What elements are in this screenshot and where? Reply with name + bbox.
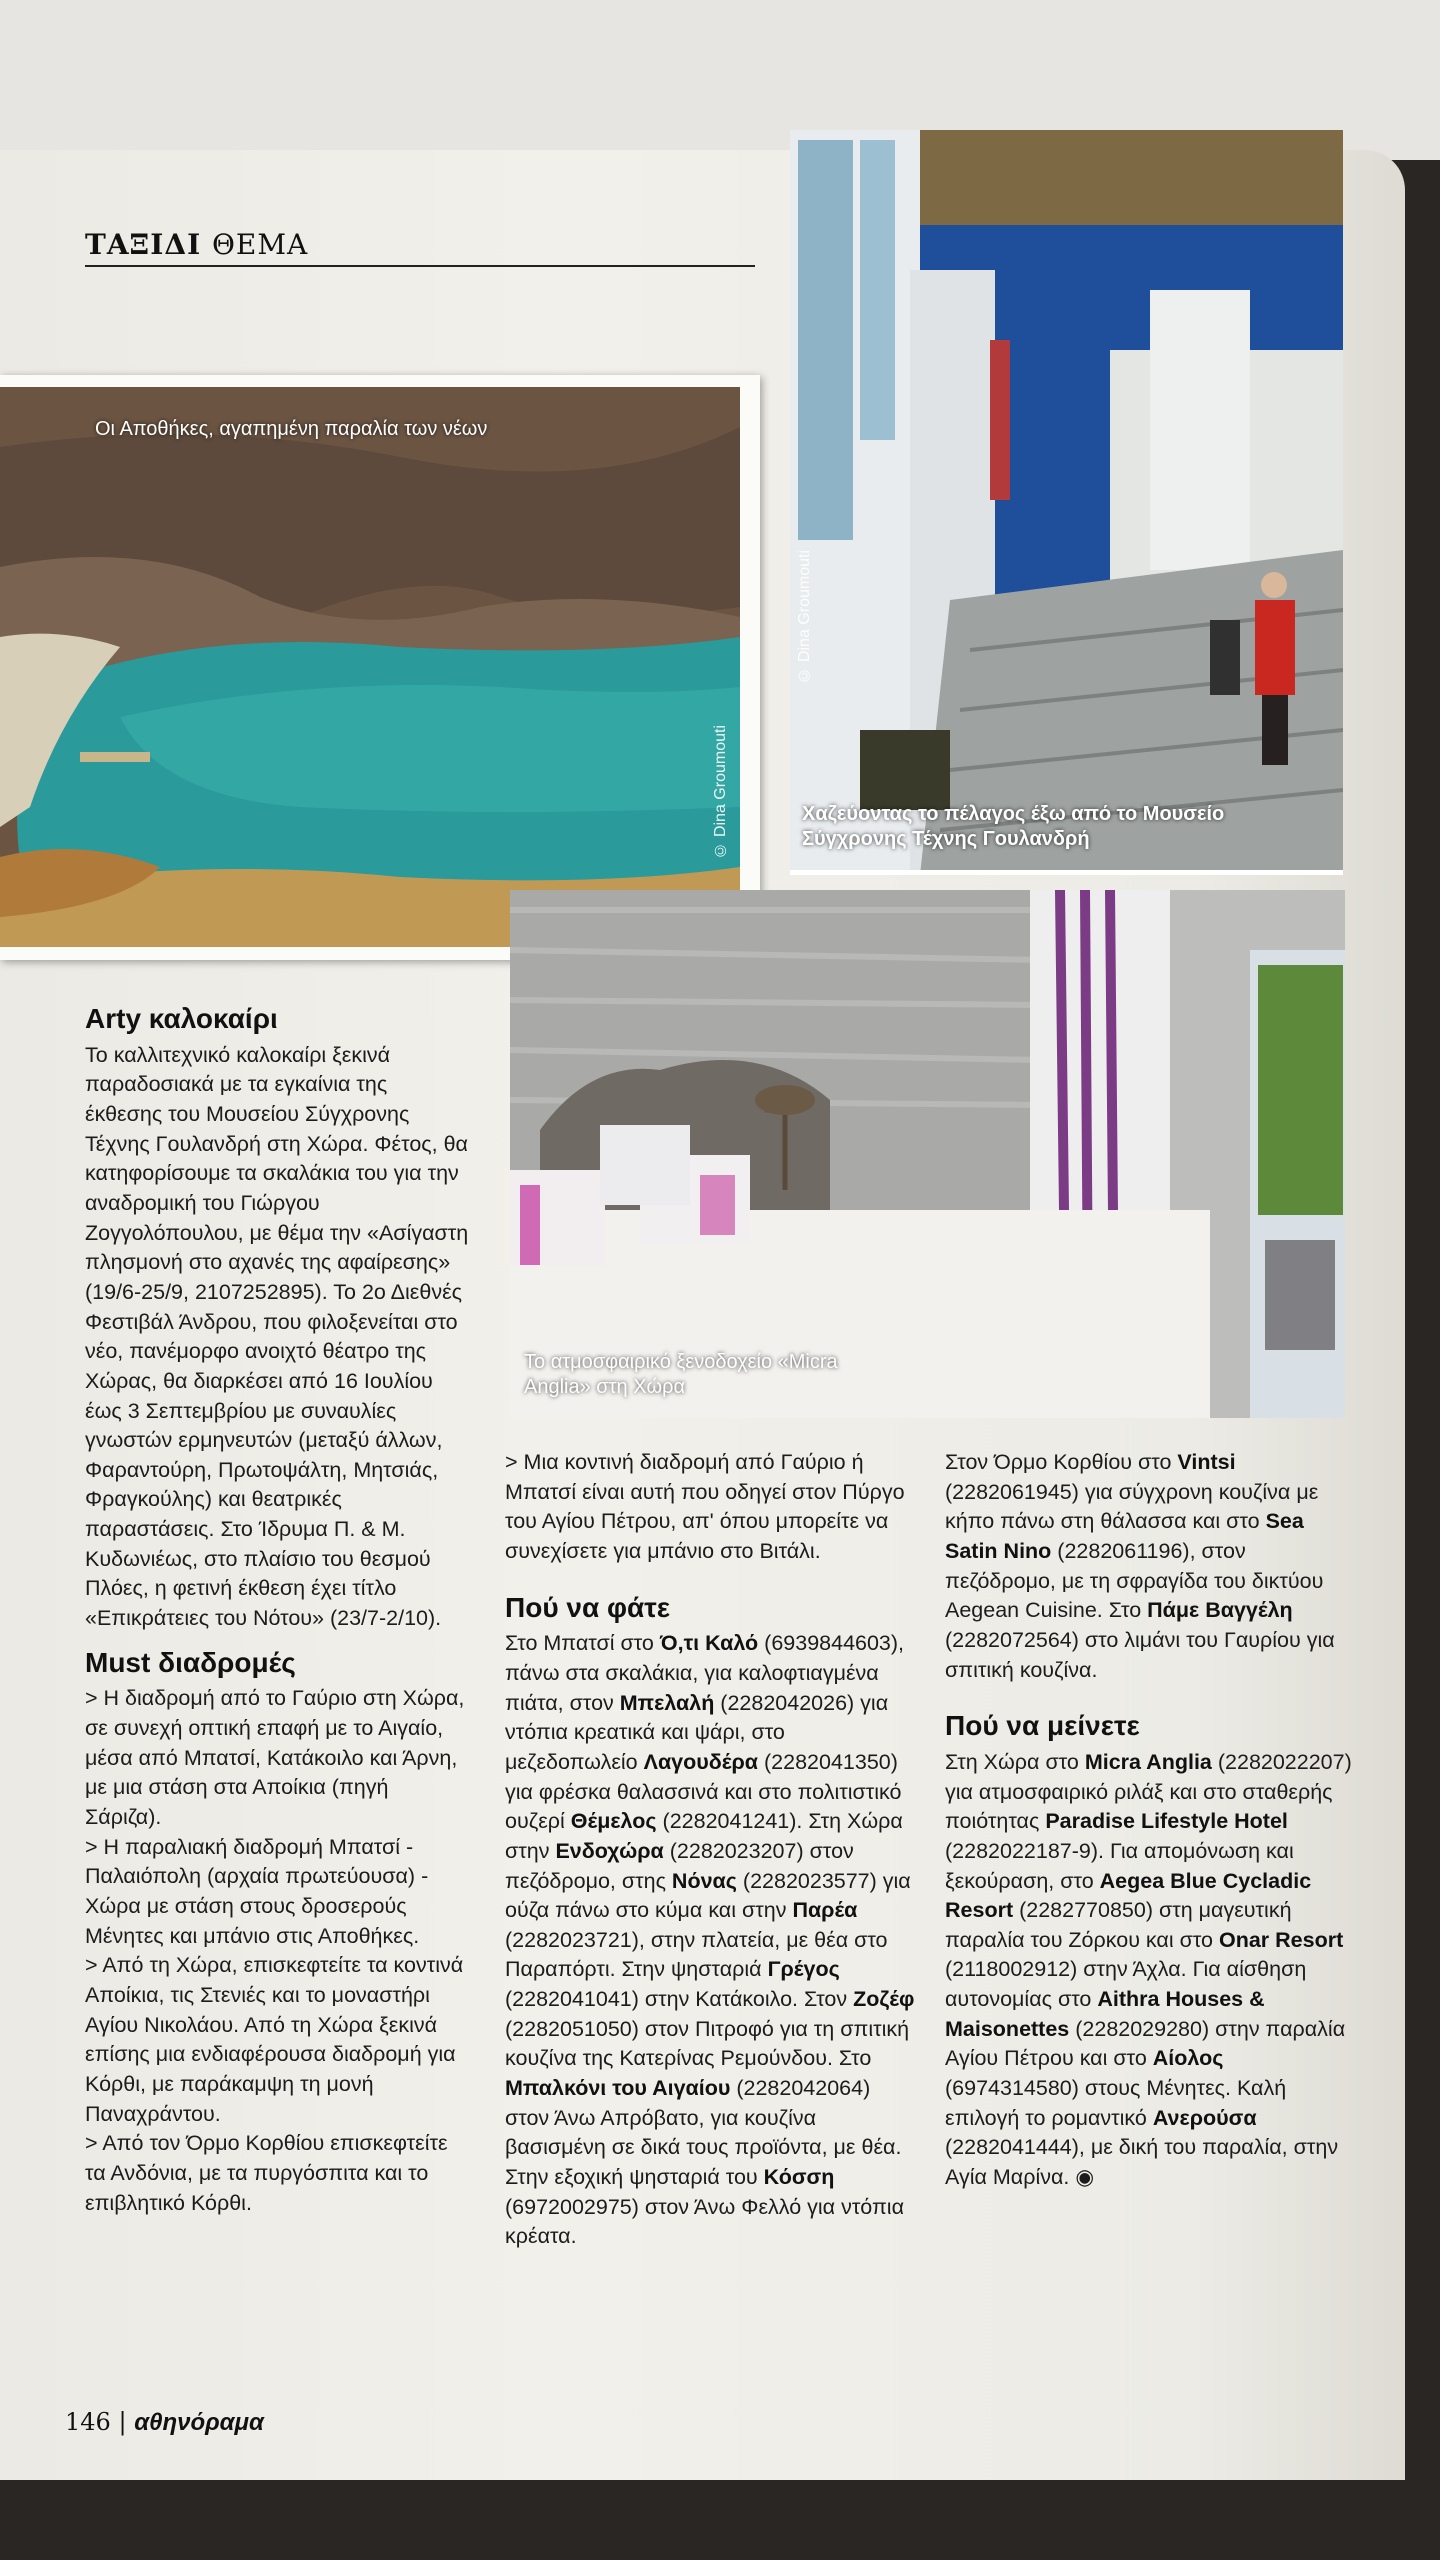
column-1 — [85, 1000, 470, 2218]
photo-credit: © Dina Groumouti — [796, 550, 813, 684]
heading-arty-summer: Arty καλοκαίρι — [85, 1003, 278, 1034]
header-rule — [85, 265, 755, 267]
heading-where-to-stay: Πού να μείνετε — [945, 1710, 1140, 1742]
page-footer — [65, 2408, 264, 2437]
photo-caption: Χαζεύοντας το πέλαγος έξω από το Μουσείο Σύγχρονης Τέχνης Γουλανδρή — [802, 803, 1225, 850]
end-mark-icon: ◉ — [1075, 2165, 1095, 2190]
route-item: > Από τον Όρμο Κορθίου επισκεφτείτε τα Ανδόνια, με τα πυργόσπιτα και το επιβλητικό Κόρθι. — [85, 2131, 448, 2215]
photo-beach — [0, 375, 760, 960]
paragraph-where-to-eat-cont: Στον Όρμο Κορθίου στο Vintsi (2282061945) για σύγχρονη κουζίνα με κήπο πάνω στη θάλασσα και στο Sea Satin Nino (2282061196), στον πεζόδρομο, με τη σφραγίδα του δικτύου Aegean Cuisine. Στο Πάμε Βαγγέλη (2282072564) στο λιμάνι του Γαυρίου για σπιτική κουζίνα. — [945, 1450, 1335, 1682]
section-header — [85, 228, 308, 261]
footer-separator: | — [118, 2408, 127, 2436]
section-label: ΤΑΞΙΔΙ — [85, 228, 202, 261]
route-item: > Μια κοντινή διαδρομή από Γαύριο ή Μπατσί είναι αυτή που οδηγεί στον Πύργο του Αγίου Πέτρου, απ' όπου μπορείτε να συνεχίσετε για μπάνιο στο Βιτάλι. — [505, 1450, 905, 1563]
heading-must-routes: Must διαδρομές — [85, 1646, 296, 1678]
column-3 — [945, 1448, 1355, 2193]
paragraph-arty-summer: Το καλλιτεχνικό καλοκαίρι ξεκινά παραδοσιακά με τα εγκαίνια της έκθεσης του Μουσείου Σύγχρονης Τέχνης Γουλανδρή στη Χώρα. Φέτος, θα κατηφορίσουμε τα σκαλάκια του για την αναδρομική του Γιώργου Ζογγολόπουλου, με θέμα την «Ασίγαστη πλησμονή στο αχανές της αφαίρεσης» (19/6-25/9, 2107252895). Το 2ο Διεθνές Φεστιβάλ Άνδρου, που φιλοξενείται στο νέο, πανέμορφο ανοιχτό θέατρο της Χώρας, θα διαρκέσει από 16 Ιουλίου έως 3 Σεπτεμβρίου με συναυλίες γνωστών ερμηνευτών (μεταξύ άλλων, Φαραντούρη, Πρωτοψάλτη, Μητσιάς, Φραγκούλης) και θεατρικές παραστάσεις. Στο Ίδρυμα Π. & Μ. Κυδωνιέως, στο πλαίσιο του θεσμού Πλόες, η φετινή έκθεση έχει τίτλο «Επικράτειες του Νότου» (23/7-2/10). — [85, 1042, 469, 1631]
magazine-brand: αθηνόραμα — [134, 2409, 264, 2436]
photo-staircase — [790, 130, 1343, 875]
paragraph-where-to-stay: Στη Χώρα στο Micra Anglia (2282022207) για ατμοσφαιρικό ριλάξ και στο σταθερής ποιότητας Paradise Lifestyle Hotel (2282022187-9). Για απομόνωση και ξεκούραση, στο Aegea Blue Cycladic Resort (2282770850) στη μαγευτική παραλία του Ζόρκου και στο Onar Resort (2118002912) στην Άχλα. Για αίσθηση αυτονομίας στο Aithra Houses & Maisonettes (2282029280) στην παραλία Αγίου Πέτρου και στο Αίολος (6974314580) στους Μένητες. Καλή επιλογή το ρομαντικό Ανερούσα (2282041444), με δική του παραλία, στην Αγία Μαρίνα. ◉ — [945, 1749, 1352, 2190]
route-item: > Η διαδρομή από το Γαύριο στη Χώρα, σε συνεχή οπτική επαφή με το Αιγαίο, μέσα από Μπατσί, Κατάκοιλο και Άρνη, με μια στάση στα Αποίκια (πηγή Σάριζα). — [85, 1686, 465, 1829]
heading-where-to-eat: Πού να φάτε — [505, 1591, 670, 1623]
route-item: > Η παραλιακή διαδρομή Μπατσί - Παλαιόπολη (αρχαία πρωτεύουσα) - Χώρα με στάση στους δροσερούς Μένητες και μπάνιο στις Αποθήκες. — [85, 1834, 429, 1948]
photo-hotel-room — [510, 890, 1345, 1418]
beach-image — [0, 387, 740, 947]
route-item: > Από τη Χώρα, επισκεφτείτε τα κοντινά Αποίκια, τις Στενιές και το μοναστήρι Αγίου Νικολάου. Από τη Χώρα ξεκινά επίσης μια ενδιαφέρουσα διαδρομή για Κόρθι, με παράκαμψη τη μονή Παναχράντου. — [85, 1953, 464, 2126]
page-number: 146 — [65, 2408, 111, 2436]
photo-caption: Οι Αποθήκες, αγαπημένη παραλία των νέων — [95, 418, 488, 440]
staircase-image — [790, 130, 1343, 875]
paragraph-where-to-eat: Στο Μπατσί στο Ό,τι Καλό (6939844603), πάνω στα σκαλάκια, για καλοφτιαγμένα πιάτα, στον Μπελαλή (2282042026) για ντόπια κρεατικά και ψάρι, στο μεζεδοπωλείο Λαγουδέρα (2282041350) για φρέσκα θαλασσινά και στο πολιτιστικό ουζερί Θέμελος (2282041241). Στη Χώρα στην Ενδοχώρα (2282023207) στον πεζόδρομο, στης Νόνας (2282023577) για ούζα πάνω στο κύμα και στην Παρέα (2282023721), στην πλατεία, με θέα στο Παραπόρτι. Στην ψησταριά Γρέγος (2282041041) στην Κατάκοιλο. Στον Ζοζέφ (2282051050) στον Πιτροφό για τη σπιτική κουζίνα της Κατερίνας Ρεμούνδου. Στο Μπαλκόνι του Αιγαίου (2282042064) στον Άνω Απρόβατο, για κουζίνα βασισμένη σε δικά τους προϊόντα, με θέα. Στην εξοχική ψησταριά του Κόσση (6972002975) στον Άνω Φελλό για ντόπια κρέατα. — [505, 1631, 915, 2249]
column-2 — [505, 1448, 915, 2252]
hotel-room-image — [510, 890, 1345, 1418]
photo-credit: © Dina Groumouti — [712, 725, 729, 859]
topic-label: ΘΕΜΑ — [211, 228, 309, 261]
photo-caption: Το ατμοσφαιρικό ξενοδοχείο «Micra Anglia» στη Χώρα — [524, 1351, 838, 1398]
